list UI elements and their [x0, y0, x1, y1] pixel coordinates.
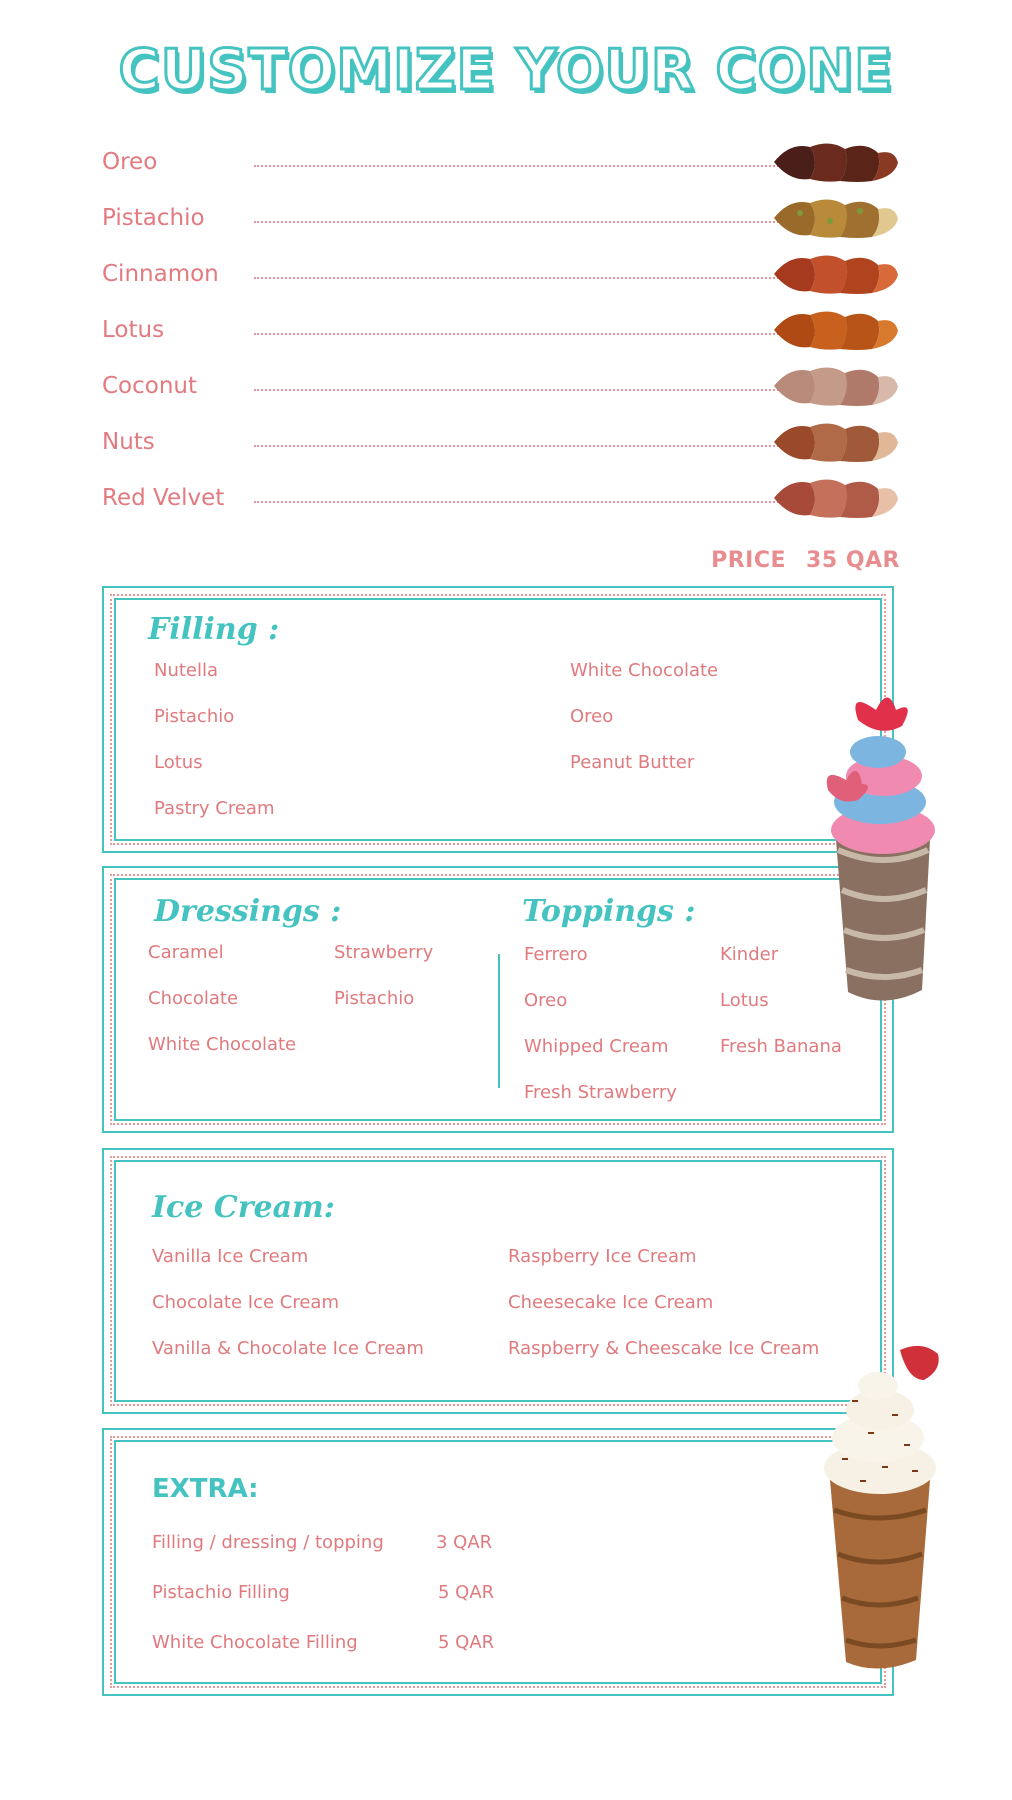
dressing-item: Chocolate	[148, 988, 239, 1009]
dressing-item: Caramel	[148, 942, 224, 963]
filling-item: Peanut Butter	[570, 752, 695, 773]
flavor-name: Nuts	[102, 429, 155, 455]
dotted-leader	[254, 221, 854, 223]
flavor-row	[102, 311, 902, 355]
extra-box	[102, 1428, 894, 1696]
dotted-leader	[254, 445, 854, 447]
dotted-leader	[254, 165, 854, 167]
filling-item: Pistachio	[154, 706, 235, 727]
flavor-name: Oreo	[102, 149, 158, 175]
topping-item: Kinder	[720, 944, 779, 965]
price-label: PRICE	[711, 548, 787, 573]
dotted-leader	[254, 501, 854, 503]
topping-item: Fresh Strawberry	[524, 1082, 677, 1103]
flavor-name: Pistachio	[102, 205, 205, 231]
price-line	[711, 548, 900, 573]
topping-item: Oreo	[524, 990, 568, 1011]
filling-heading: Filling :	[148, 612, 280, 647]
extra-item-price: 5 QAR	[438, 1632, 495, 1653]
filling-item: Nutella	[154, 660, 219, 681]
filling-box	[102, 586, 894, 853]
flavor-name: Red Velvet	[102, 485, 225, 511]
flavor-name: Coconut	[102, 373, 198, 399]
topping-item: Whipped Cream	[524, 1036, 669, 1057]
price-value: 35 QAR	[806, 548, 900, 573]
toppings-heading: Toppings :	[522, 894, 696, 929]
dressings-heading: Dressings :	[154, 894, 342, 929]
ice-cream-box	[102, 1148, 894, 1414]
column-divider	[498, 954, 500, 1088]
ice-cream-item: Vanilla Ice Cream	[152, 1246, 309, 1267]
ice-cream-item: Cheesecake Ice Cream	[508, 1292, 714, 1313]
cinnamon-cone-image	[770, 249, 902, 299]
lotus-cone-image	[770, 305, 902, 355]
flavor-row	[102, 143, 902, 187]
extra-item-name: Filling / dressing / topping	[152, 1532, 384, 1553]
ice-cream-item: Chocolate Ice Cream	[152, 1292, 339, 1313]
flavor-row	[102, 367, 902, 411]
oreo-cone-image	[770, 137, 902, 187]
flavor-name: Lotus	[102, 317, 165, 343]
dressing-item: White Chocolate	[148, 1034, 297, 1055]
dotted-leader	[254, 389, 854, 391]
topping-item: Ferrero	[524, 944, 588, 965]
topping-item: Fresh Banana	[720, 1036, 842, 1057]
ice-cream-item: Raspberry Ice Cream	[508, 1246, 697, 1267]
filling-item: Pastry Cream	[154, 798, 275, 819]
vanilla-cone-image	[812, 1340, 962, 1680]
flavor-row	[102, 199, 902, 243]
flavor-row	[102, 255, 902, 299]
extra-item-price: 5 QAR	[438, 1582, 495, 1603]
ice-cream-item: Raspberry & Cheescake Ice Cream	[508, 1338, 820, 1359]
filling-item: White Chocolate	[570, 660, 719, 681]
flavor-name: Cinnamon	[102, 261, 219, 287]
pistachio-cone-image	[770, 193, 902, 243]
pink-blue-cone-image	[818, 680, 948, 1020]
dotted-leader	[254, 277, 854, 279]
red-velvet-cone-image	[770, 473, 902, 523]
dotted-leader	[254, 333, 854, 335]
flavor-row	[102, 423, 902, 467]
dressing-item: Pistachio	[334, 988, 415, 1009]
extra-item-price: 3 QAR	[436, 1532, 493, 1553]
extra-item-name: White Chocolate Filling	[152, 1632, 358, 1653]
extra-item-name: Pistachio Filling	[152, 1582, 290, 1603]
page-title: CUSTOMIZE YOUR CONE	[118, 38, 894, 103]
ice-cream-item: Vanilla & Chocolate Ice Cream	[152, 1338, 424, 1359]
dressing-item: Strawberry	[334, 942, 434, 963]
topping-item: Lotus	[720, 990, 769, 1011]
coconut-cone-image	[770, 361, 902, 411]
filling-item: Oreo	[570, 706, 614, 727]
flavor-row	[102, 479, 902, 523]
nuts-cone-image	[770, 417, 902, 467]
extra-heading: EXTRA:	[152, 1474, 259, 1504]
filling-item: Lotus	[154, 752, 203, 773]
dressings-toppings-box	[102, 866, 894, 1133]
ice-cream-heading: Ice Cream:	[152, 1190, 335, 1225]
